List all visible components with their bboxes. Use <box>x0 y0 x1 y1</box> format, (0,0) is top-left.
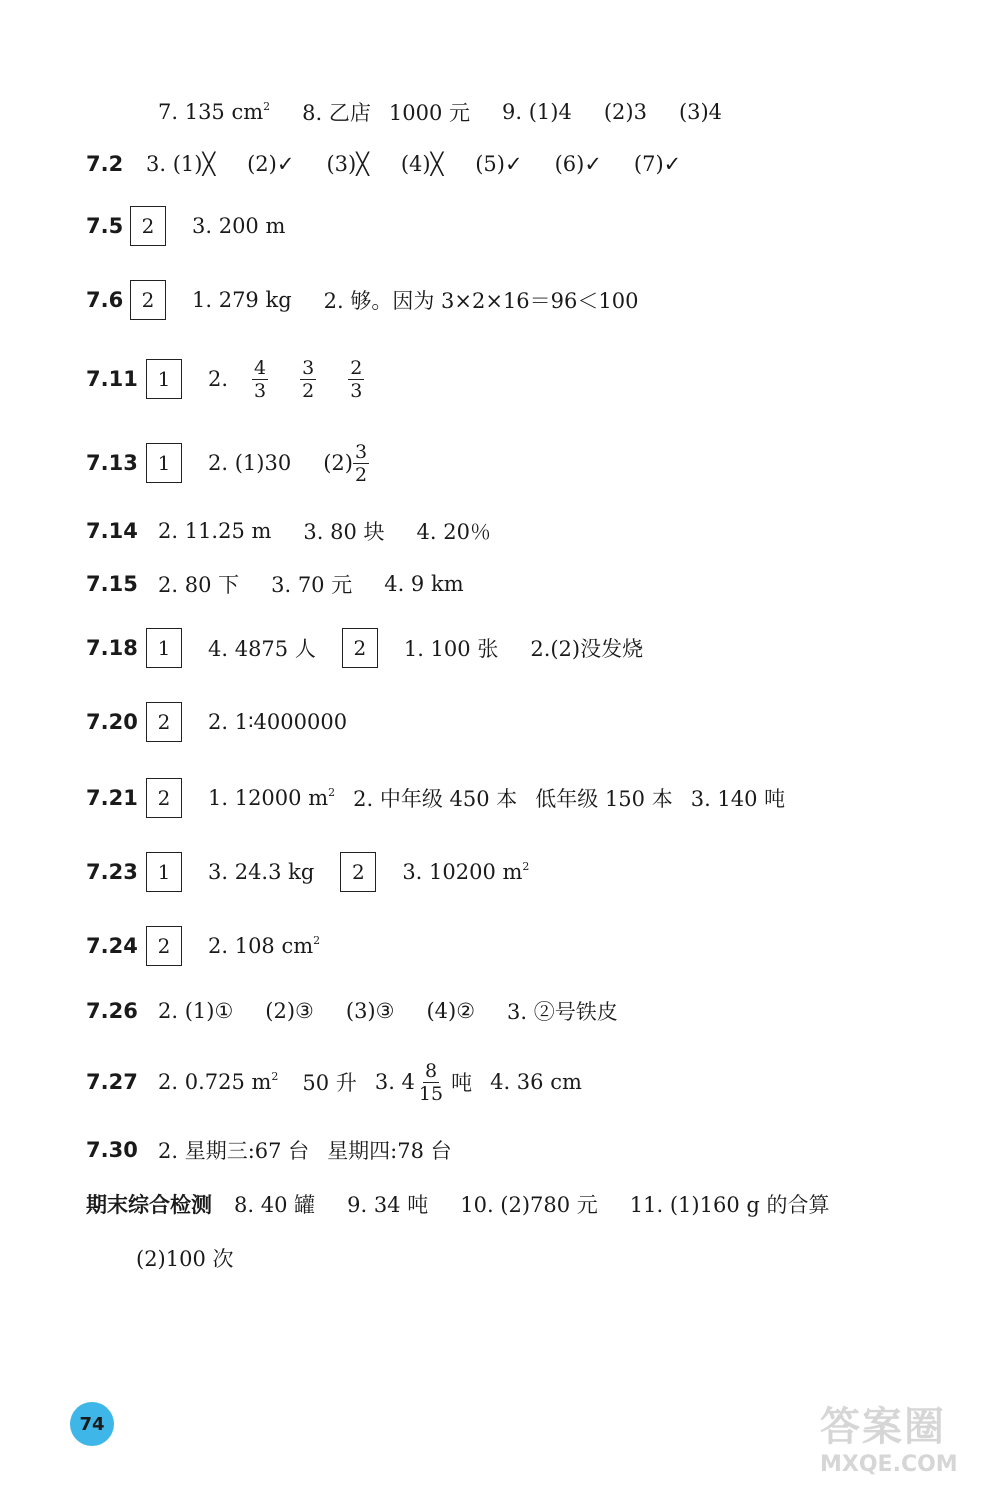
section-box: 1 <box>146 359 182 399</box>
date-label: 7.11 <box>86 367 138 391</box>
answer-line-7-23 <box>86 850 547 894</box>
answer-item: 3. 140 吨 <box>690 787 786 811</box>
answer-item: 2. (1)30 <box>208 451 292 475</box>
answer-item: 7. 135 $cm^2$ <box>158 100 271 124</box>
fraction: $\frac{3}{2}$ <box>302 356 315 402</box>
watermark-text: 答案圈 <box>820 1404 946 1450</box>
answer-line-continuation <box>136 1236 252 1280</box>
answer-item: 2. 中年级 450 本 <box>353 787 518 811</box>
answer-line-7-14 <box>86 509 509 553</box>
answer-item: 3. (1)╳ <box>146 152 216 176</box>
answer-item: 2. <box>208 367 229 391</box>
answer-item: 3. 24.3 kg <box>208 860 315 884</box>
date-label: 7.27 <box>86 1070 138 1094</box>
date-label: 7.5 <box>86 214 124 238</box>
section-box: 2 <box>146 702 182 742</box>
answer-item: 8. 40 罐 <box>234 1193 316 1217</box>
answer-item: 9. (1)4 <box>502 100 572 124</box>
fraction: $\frac{2}{3}$ <box>350 356 363 402</box>
answer-item: 2. 11.25 m <box>158 519 272 543</box>
watermark-url: MXQE.COM <box>820 1452 958 1477</box>
answer-item: 3. 200 m <box>192 214 286 238</box>
answer-line-7-24 <box>86 924 338 968</box>
page-number-badge: 74 <box>70 1402 114 1446</box>
section-box: 1 <box>146 852 182 892</box>
answer-line-7-2 <box>86 142 699 186</box>
answer-item: 4. 4875 人 <box>208 637 316 661</box>
answer-item: 8. 乙店 <box>302 101 371 125</box>
section-label: 期末综合检测 <box>86 1193 212 1217</box>
answer-item: (3)4 <box>678 100 723 124</box>
section-box: 1 <box>146 443 182 483</box>
answer-item: (2)✓ <box>247 152 295 176</box>
date-label: 7.24 <box>86 934 138 958</box>
answer-item: 4. 9 km <box>384 572 464 596</box>
fraction: $\frac{8}{15}$ <box>418 1059 444 1105</box>
date-label: 7.26 <box>86 999 138 1023</box>
answer-item: 2. 够。因为 3×2×16＝96＜100 <box>323 289 639 313</box>
answer-line-final-test <box>86 1182 848 1226</box>
answer-item: 3. ②号铁皮 <box>507 1000 618 1024</box>
answer-item: (3)③ <box>345 999 395 1023</box>
answer-item: (3)╳ <box>326 152 369 176</box>
answer-line-7-11 <box>86 354 370 404</box>
answer-item: 吨 <box>451 1071 473 1095</box>
answer-item: 9. 34 吨 <box>347 1193 429 1217</box>
answer-item: (7)✓ <box>633 152 682 176</box>
answer-item: 10. (2)780 元 <box>460 1193 598 1217</box>
section-box: 1 <box>146 628 182 668</box>
answer-line-7-15 <box>86 562 482 606</box>
answer-item: (4)② <box>426 999 476 1023</box>
answer-item: (2)3 <box>603 100 647 124</box>
date-label: 7.2 <box>86 152 124 176</box>
date-label: 7.18 <box>86 636 138 660</box>
fraction: $\frac{3}{2}$ <box>354 440 368 486</box>
date-label: 7.6 <box>86 288 124 312</box>
answer-item: 3. 4 <box>374 1070 415 1094</box>
section-box: 2 <box>340 852 376 892</box>
answer-item: 低年级 150 本 <box>535 787 673 811</box>
answer-line-7-13 <box>86 438 375 488</box>
answer-item: 11. (1)160 g 的合算 <box>629 1193 830 1217</box>
answer-item: 2. 0.725 $m^2$ <box>158 1070 279 1094</box>
date-label: 7.15 <box>86 572 138 596</box>
answer-item: (6)✓ <box>554 152 602 176</box>
fraction: $\frac{4}{3}$ <box>254 356 267 402</box>
answer-item: (2) <box>323 451 353 475</box>
answer-item: 1. 12000 $m^2$ <box>208 786 336 810</box>
date-label: 7.14 <box>86 519 138 543</box>
watermark-logo <box>820 1404 990 1488</box>
section-box: 2 <box>146 778 182 818</box>
answer-line-7-6 <box>86 278 656 322</box>
answer-line-7-20 <box>86 700 365 744</box>
answer-item: (2)100 次 <box>136 1247 234 1271</box>
answer-item: 2. (1)① <box>158 999 234 1023</box>
answer-item: 50 升 <box>302 1071 357 1095</box>
answer-item: 2. 80 下 <box>158 573 240 597</box>
answer-line-7-5 <box>86 204 303 248</box>
answer-item: 1000 元 <box>388 101 470 125</box>
answer-item: 2. 1∶4000000 <box>208 710 348 734</box>
answer-line-7-27 <box>86 1056 600 1108</box>
answer-line-0 <box>158 90 740 134</box>
answer-line-7-26 <box>86 989 636 1033</box>
date-label: 7.20 <box>86 710 138 734</box>
answer-item: (2)③ <box>265 999 314 1023</box>
answer-item: 2. 108 $cm^2$ <box>208 934 321 958</box>
answer-item: 2.(2)没发烧 <box>530 637 644 661</box>
answer-item: 1. 279 kg <box>192 288 292 312</box>
answer-line-7-21 <box>86 776 803 820</box>
section-box: 2 <box>146 926 182 966</box>
date-label: 7.30 <box>86 1138 138 1162</box>
date-label: 7.23 <box>86 860 138 884</box>
answer-item: 3. 80 块 <box>303 520 385 544</box>
answer-item: (4)╳ <box>400 152 444 176</box>
date-label: 7.21 <box>86 786 138 810</box>
section-box: 2 <box>342 628 378 668</box>
answer-item: 4. 36 cm <box>490 1070 582 1094</box>
section-box: 2 <box>130 206 166 246</box>
answer-item: 3. 10200 $m^2$ <box>402 860 530 884</box>
answer-item: 2. 星期三:67 台 <box>158 1139 310 1163</box>
answer-line-7-30 <box>86 1128 470 1172</box>
answer-item: 1. 100 张 <box>403 637 499 661</box>
answer-line-7-18 <box>86 626 661 670</box>
date-label: 7.13 <box>86 451 138 475</box>
section-box: 2 <box>130 280 166 320</box>
answer-item: (5)✓ <box>475 152 523 176</box>
answer-item: 4. 20％ <box>416 520 491 544</box>
answer-item: 星期四:78 台 <box>327 1139 452 1163</box>
answer-item: 3. 70 元 <box>271 573 353 597</box>
